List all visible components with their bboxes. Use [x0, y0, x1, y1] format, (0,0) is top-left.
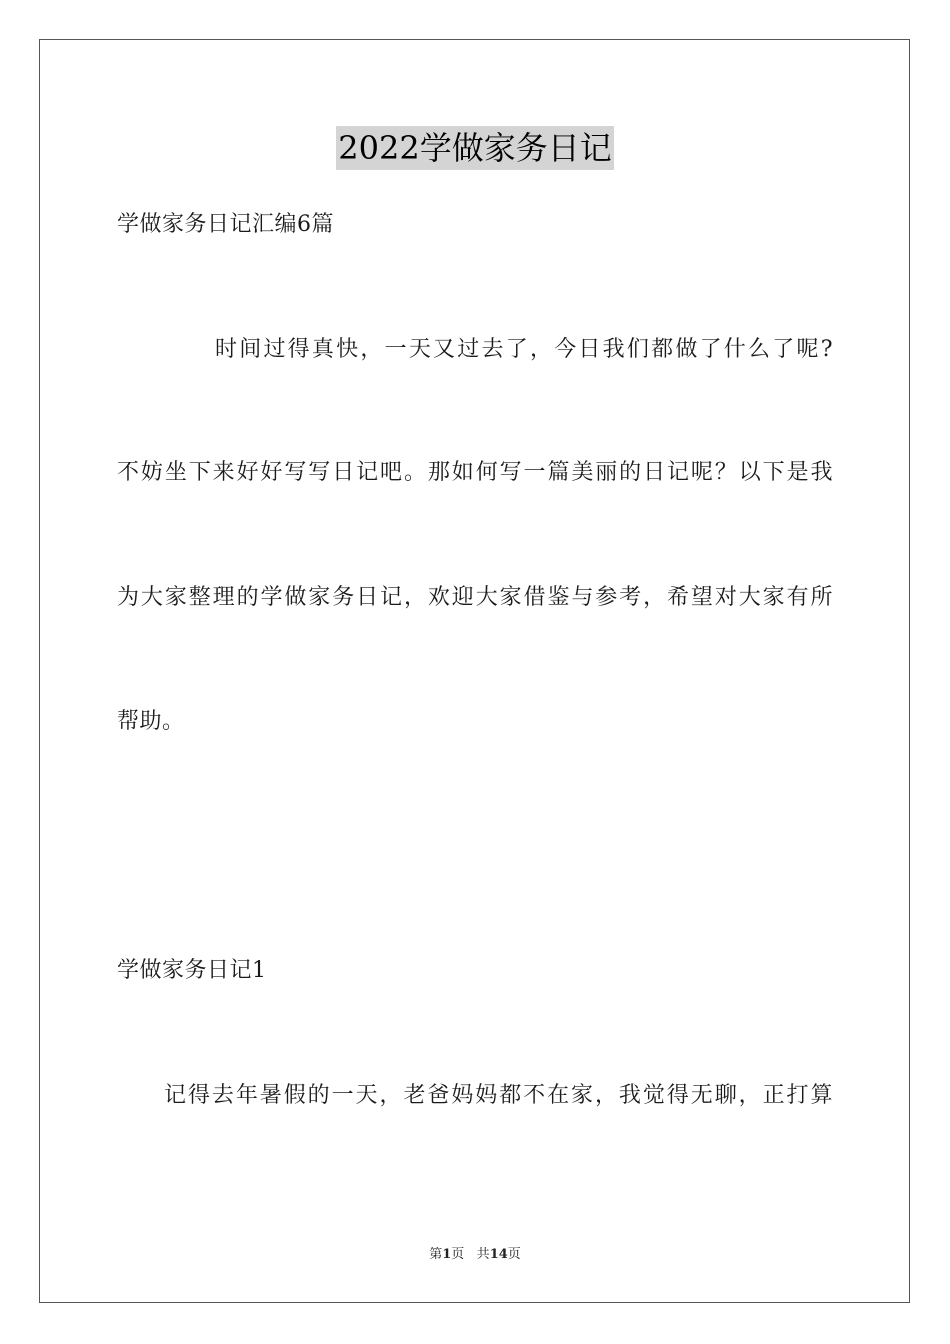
footer-page-suffix: 页 — [451, 1247, 465, 1262]
section-heading: 学做家务日记1 — [117, 958, 267, 983]
footer-total-prefix: 共 — [476, 1247, 490, 1262]
section-first-line: 记得去年暑假的一天，老爸妈妈都不在家，我觉得无聊，正打算 — [164, 1083, 833, 1108]
footer-page-prefix: 第 — [429, 1247, 443, 1262]
intro-line-4: 帮助。 — [117, 709, 185, 734]
page-footer — [0, 1246, 950, 1264]
intro-line-3: 为大家整理的学做家务日记，欢迎大家借鉴与参考，希望对大家有所 — [117, 585, 833, 610]
intro-line-1: 时间过得真快，一天又过去了，今日我们都做了什么了呢? — [215, 337, 833, 362]
document-title-block — [0, 126, 950, 170]
document-title: 2022学做家务日记 — [336, 126, 613, 170]
footer-total-suffix: 页 — [507, 1247, 521, 1262]
footer-total-pages: 14 — [489, 1247, 508, 1262]
document-subtitle: 学做家务日记汇编6篇 — [117, 212, 334, 237]
footer-page-number: 1 — [442, 1247, 452, 1262]
intro-line-2: 不妨坐下来好好写写日记吧。那如何写一篇美丽的日记呢？以下是我 — [117, 460, 833, 485]
